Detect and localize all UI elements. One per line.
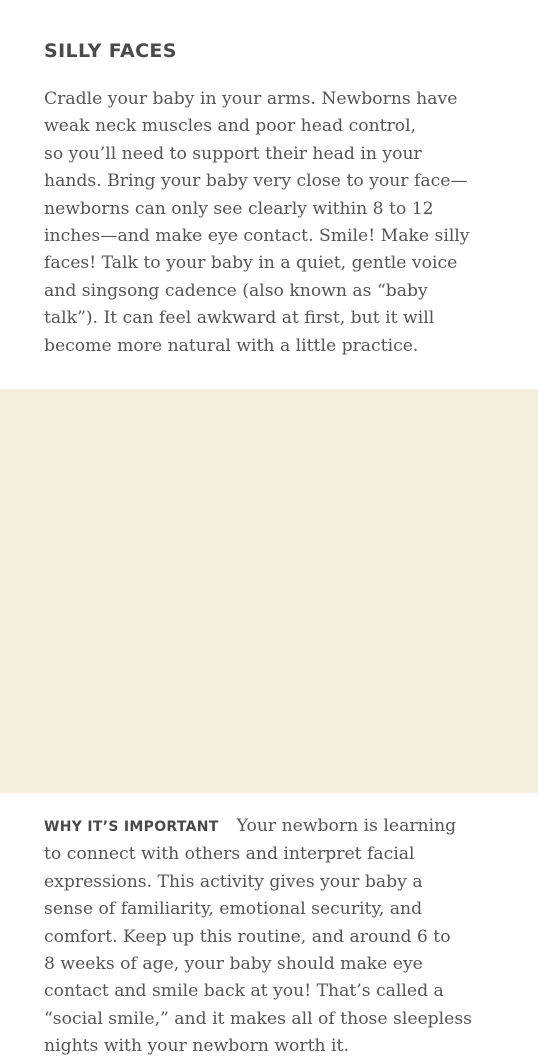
activity-section xyxy=(0,0,538,389)
activity-title: SILLY FACES xyxy=(44,40,177,62)
importance-paragraph xyxy=(44,813,504,1061)
importance-text: Your newborn is learning to connect with others and interpret facial expressions. This activity gives your baby a sense of familiarity, emotional security, and comfort. Keep up this routine, and around 6 to 8 weeks of age, your baby should make eye contact and smile back at you! That’s called a “social smile,” and it makes all of those sleepless nights with your newborn worth it. xyxy=(44,816,472,1057)
importance-section xyxy=(0,389,538,1057)
activity-instructions: Cradle your baby in your arms. Newborns have weak neck muscles and poor head control, so you’ll need to support their head in your hands. Bring your baby very close to your face— newborns can only see clearly within 8 to 12 inches—and make eye contact. Smile! Make silly faces! Talk to your baby in a quiet, gentle voice and singsong cadence (also known as “baby talk”). It can feel awkward at first, but it will become more natural with a little practice. xyxy=(44,89,470,356)
importance-label: WHY IT’S IMPORTANT xyxy=(44,819,219,835)
